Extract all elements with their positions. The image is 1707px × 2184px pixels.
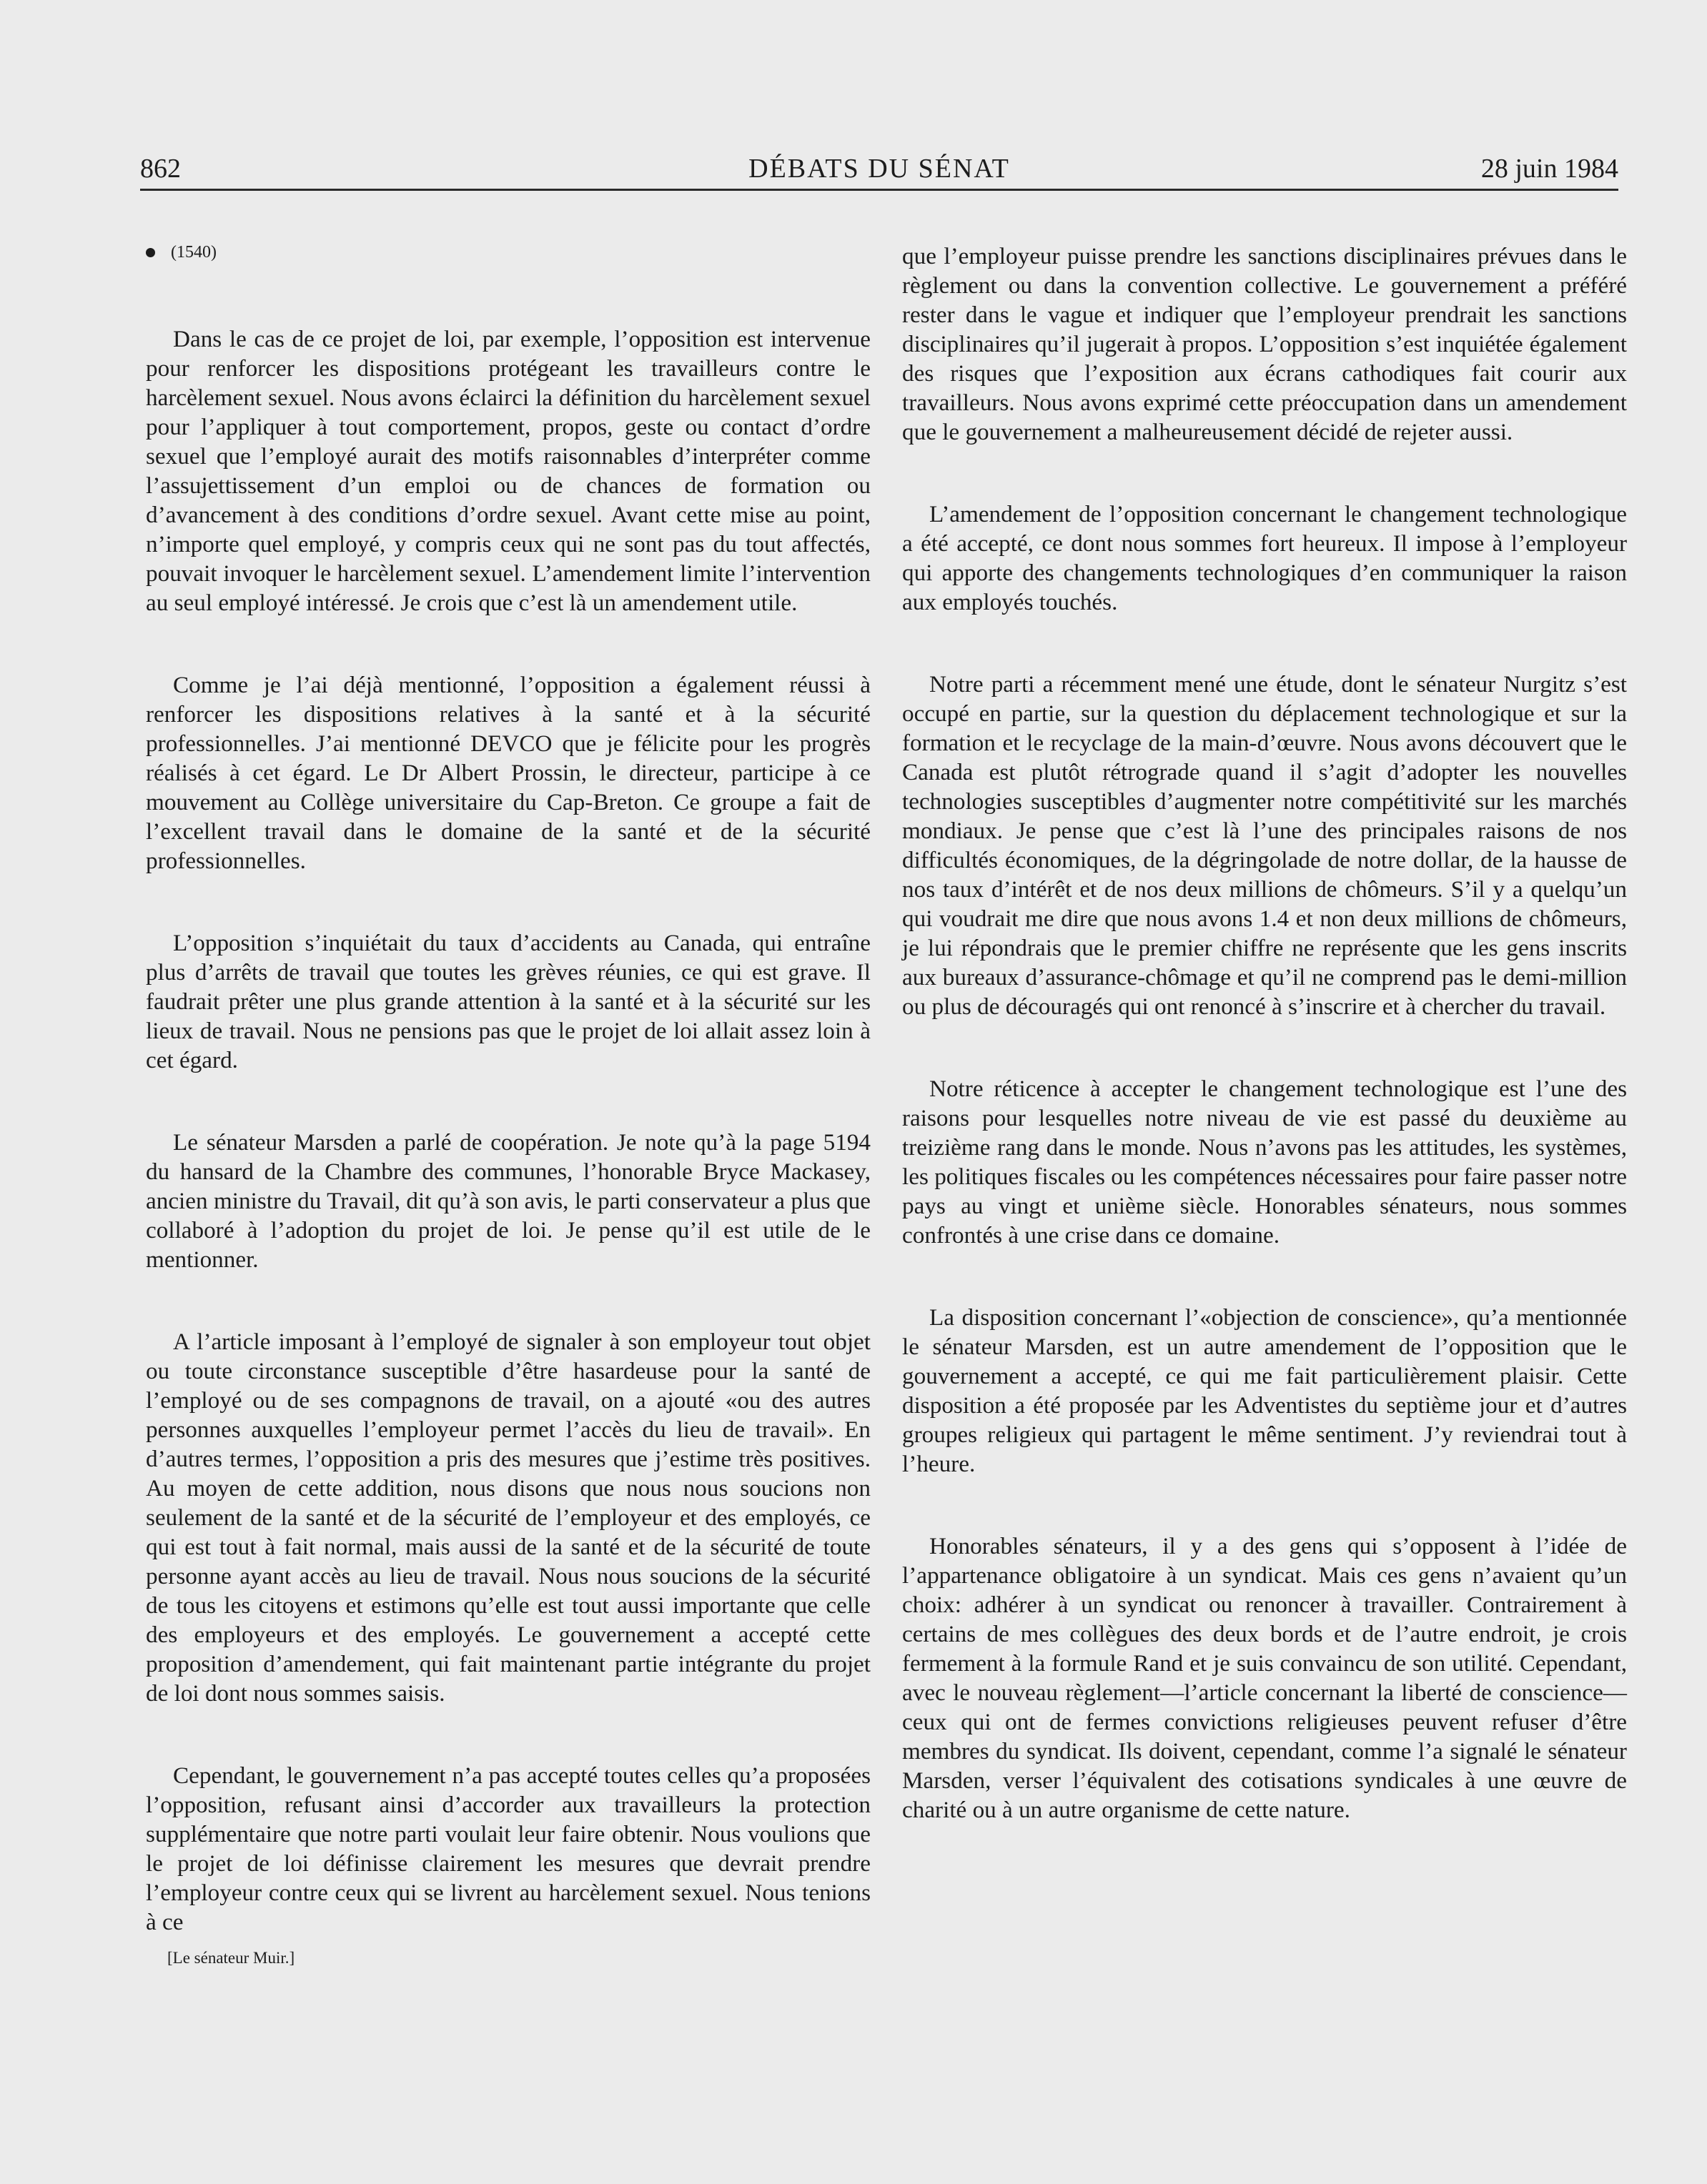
time-marker-label: (1540): [171, 243, 217, 262]
bullet-icon: [146, 248, 155, 257]
time-marker: [146, 242, 871, 263]
page-header: [140, 146, 1618, 191]
paragraph: Honorables sénateurs, il y a des gens qui s’opposent à l’idée de l’appartenance obligatoire à un syndicat. Mais ces gens n’avaient qu’un choix: adhérer à un syndicat ou renoncer à travailler. Contrairement à certains de mes collègues des deux bords et de l’autre endroit, je crois fermement à la formule Rand et je suis convaincu de son utilité. Cependant, avec le nouveau règlement—l’article concernant la liberté de conscience—ceux qui ont de fermes convictions religieuses peuvent refuser d’être membres du syndicat. Ils doivent, cependant, comme l’a signalé le sénateur Marsden, verser l’équivalent des cotisations syndicales à une œuvre de charité ou à un autre organisme de cette nature.: [902, 1533, 1627, 1823]
paragraph: que l’employeur puisse prendre les sanctions disciplinaires prévues dans le règlement ou dans la convention collective. Le gouvernement a préféré rester dans le vague et indiquer que l’employeur prendrait les sanctions disciplinaires qu’il jugerait à propos. L’opposition s’est inquiétée également des risques que l’exposition aux écrans cathodiques fait courir aux travailleurs. Nous avons exprimé cette préoccupation dans un amendement que le gouvernement a malheureusement décidé de rejeter aussi.: [902, 243, 1627, 445]
paragraph: La disposition concernant l’«objection de conscience», qu’a mentionnée le sénateur Marsden, est un autre amendement de l’opposition que le gouvernement a accepté, ce qui me fait particulièrement plaisir. Cette disposition a été proposée par les Adventistes du septième jour et d’autres groupes religieux qui partagent le même sentiment. J’y reviendrai tout à l’heure.: [902, 1304, 1627, 1477]
page-date: 28 juin 1984: [1480, 154, 1618, 184]
paragraph: Le sénateur Marsden a parlé de coopération. Je note qu’à la page 5194 du hansard de la Chambre des communes, l’honorable Bryce Mackasey, ancien ministre du Travail, dit qu’à son avis, le parti conservateur a plus que collaboré à l’adoption du projet de loi. Je pense qu’il est utile de le mentionner.: [146, 1129, 871, 1273]
paragraph: L’amendement de l’opposition concernant le changement technologique a été accepté, ce dont nous sommes fort heureux. Il impose à l’employeur qui apporte des changements technologiques d’en communiquer la raison aux employés touchés.: [902, 501, 1627, 615]
paragraph: Notre réticence à accepter le changement technologique est l’une des raisons pour lesquelles notre niveau de vie est passé du deuxième au treizième rang dans le monde. Nous n’avons pas les attitudes, les systèmes, les politiques fiscales ou les compétences nécessaires pour faire passer notre pays au vingt et unième siècle. Honorables sénateurs, nous sommes confrontés à une crise dans ce domaine.: [902, 1076, 1627, 1249]
paragraph: L’opposition s’inquiétait du taux d’accidents au Canada, qui entraîne plus d’arrêts de travail que toutes les grèves réunies, ce qui est grave. Il faudrait prêter une plus grande attention à la santé et à la sécurité sur les lieux de travail. Nous ne pensions pas que le projet de loi allait assez loin à cet égard.: [146, 930, 871, 1073]
paragraph: Cependant, le gouvernement n’a pas accepté toutes celles qu’a proposées l’opposition, refusant ainsi d’accorder aux travailleurs la protection supplémentaire que notre parti voulait leur faire obtenir. Nous voulions que le projet de loi définisse clairement les mesures que devrait prendre l’employeur contre ceux qui se livrent au harcèlement sexuel. Nous tenions à ce: [146, 1762, 871, 1935]
speaker-attribution: [Le sénateur Muir.]: [167, 1949, 295, 1967]
publication-title: DÉBATS DU SÉNAT: [748, 154, 1010, 184]
left-column: [146, 242, 871, 1968]
page-number: 862: [140, 154, 181, 184]
paragraph: Comme je l’ai déjà mentionné, l’opposition a également réussi à renforcer les dispositions relatives à la santé et à la sécurité professionnelles. J’ai mentionné DEVCO que je félicite pour les progrès réalisés à cet égard. Le Dr Albert Prossin, le directeur, participe à ce mouvement au Collège universitaire du Cap-Breton. Ce groupe a fait de l’excellent travail dans le domaine de la santé et de la sécurité professionnelles.: [146, 672, 871, 874]
right-column: [902, 242, 1627, 1877]
paragraph: A l’article imposant à l’employé de signaler à son employeur tout objet ou toute circonstance susceptible d’être hasardeuse pour la santé de l’employé ou de ses compagnons de travail, on a ajouté «ou des autres personnes auxquelles l’employeur permet l’accès du lieu de travail». En d’autres termes, l’opposition a pris des mesures que j’estime très positives. Au moyen de cette addition, nous disons que nous nous soucions non seulement de la santé et de la sécurité de l’employeur et des employés, ce qui est tout à fait normal, mais aussi de la santé et de la sécurité de toute personne ayant accès au lieu de travail. Nous nous soucions de la sécurité de tous les citoyens et estimons qu’elle est tout aussi importante que celle des employeurs et des employés. Le gouvernement a accepté cette proposition d’amendement, qui fait maintenant partie intégrante du projet de loi dont nous sommes saisis.: [146, 1329, 871, 1707]
paragraph: Dans le cas de ce projet de loi, par exemple, l’opposition est intervenue pour renforcer les dispositions protégeant les travailleurs contre le harcèlement sexuel. Nous avons éclairci la définition du harcèlement sexuel pour l’appliquer à tout comportement, propos, geste ou contact d’ordre sexuel que l’employé aurait des motifs raisonnables d’interpréter comme l’assujettissement d’un emploi ou de chances de formation ou d’avancement à des conditions d’ordre sexuel. Avant cette mise au point, n’importe quel employé, y compris ceux qui ne sont pas du tout affectés, pouvait invoquer le harcèlement sexuel. L’amendement limite l’intervention au seul employé intéressé. Je crois que c’est là un amendement utile.: [146, 326, 871, 616]
paragraph: Notre parti a récemment mené une étude, dont le sénateur Nurgitz s’est occupé en partie, sur la question du déplacement technologique et sur la formation et le recyclage de la main-d’œuvre. Nous avons découvert que le Canada est plutôt rétrograde quand il s’agit d’adopter les nouvelles technologies susceptibles d’augmenter notre compétitivité sur les marchés mondiaux. Je pense que c’est là l’une des principales raisons de nos difficultés économiques, de la dégringolade de notre dollar, de la hausse de nos taux d’intérêt et de nos deux millions de chômeurs. S’il y a quelqu’un qui voudrait me dire que nous avons 1.4 et non deux millions de chômeurs, je lui répondrais que le premier chiffre ne représente que les gens inscrits aux bureaux d’assurance-chômage et qu’il ne comprend pas le demi-million ou plus de découragés qui ont renoncé à s’inscrire et à chercher du travail.: [902, 671, 1627, 1020]
